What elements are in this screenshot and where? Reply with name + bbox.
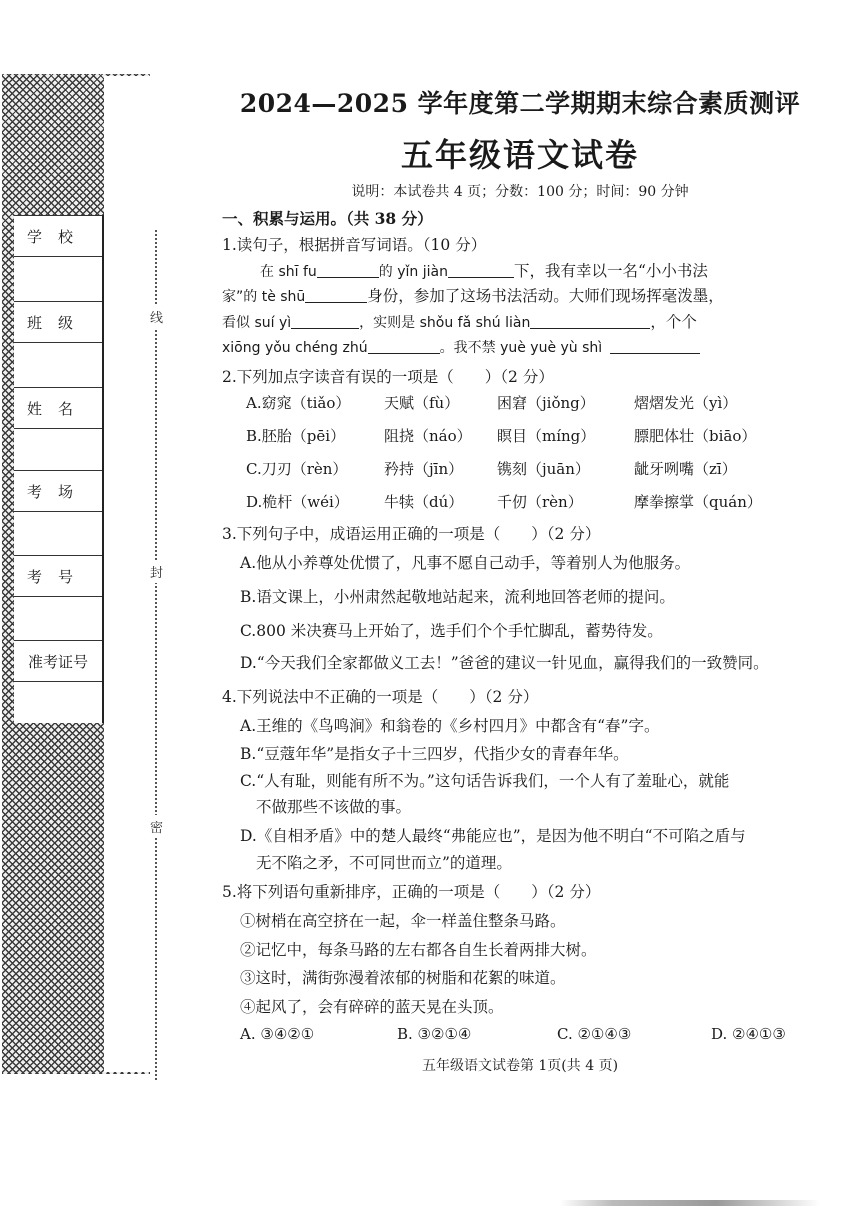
q5-sentence: ④起风了，会有碎碎的蓝天晃在头顶。	[240, 998, 504, 1016]
q1-text: ，个个	[650, 313, 697, 331]
q1-line2	[222, 284, 724, 306]
student-info-box	[14, 215, 104, 723]
q2-option: 摩拳擦掌（quán）	[634, 493, 762, 511]
answer-blank-7[interactable]	[610, 338, 700, 355]
q4-option-d: D.《自相矛盾》中的楚人最终“弗能应也”，是因为他不明白“不可陷之盾与	[240, 827, 746, 845]
q5-sentence: ①树梢在高空挤在一起，伞一样盖住整条马路。	[240, 912, 566, 930]
q2-option: 牛犊（dú）	[384, 493, 464, 511]
field-admission-number: 准考证号	[14, 640, 102, 682]
q3-option-b: B.语文课上，小州肃然起敬地站起来，流利地回答老师的提问。	[240, 588, 675, 606]
answer-blank-5[interactable]	[530, 313, 650, 330]
answer-blank-3[interactable]	[305, 287, 367, 304]
answer-blank-6[interactable]	[368, 338, 440, 355]
q5-sentence: ③这时，满街弥漫着浓郁的树脂和花絮的味道。	[240, 969, 566, 987]
q4-stem: 4.下列说法中不正确的一项是（ ）（2 分）	[222, 688, 539, 706]
q1-text: 下，我有幸以一名“小小书法	[513, 262, 708, 280]
q2-stem: 2.下列加点字读音有误的一项是（ ）（2 分）	[222, 368, 554, 386]
q4-option-a: A.王维的《鸟鸣涧》和翁卷的《乡村四月》中都含有“春”字。	[240, 717, 660, 735]
q1-text: 的 yǐn jiàn	[378, 264, 448, 280]
q2-option: 熠熠发光（yì）	[634, 394, 738, 412]
q1-line4	[222, 337, 700, 357]
q4-option-b: B.“豆蔻年华”是指女子十三四岁，代指少女的青春年华。	[240, 745, 629, 763]
cut-mark-secret: 密	[150, 815, 163, 838]
q2-option: 膘肥体壮（biāo）	[634, 427, 757, 445]
answer-blank-1[interactable]	[317, 262, 379, 279]
q2-option: 矜持（jīn）	[384, 460, 464, 478]
q4-option-c: C.“人有耻，则能有所不为。”这句话告诉我们，一个人有了羞耻心，就能	[240, 772, 730, 790]
q2-option: A.窈窕（tiǎo）	[246, 394, 351, 412]
q2-option: 镌刻（juān）	[497, 460, 590, 478]
q2-option: D.桅杆（wéi）	[246, 493, 349, 511]
q1-text: 在 shī fu	[260, 264, 317, 280]
field-name: 姓名	[14, 387, 102, 429]
q1-text: ，实则是 shǒu fǎ shú liàn	[359, 315, 531, 331]
page-footer: 五年级语文试卷第 1页(共 4 页)	[421, 1058, 619, 1074]
q5-sentence: ②记忆中，每条马路的左右都各自生长着两排大树。	[240, 941, 597, 959]
seal-cut-line	[155, 230, 157, 1080]
q1-text: xiōng yǒu chéng zhú	[222, 340, 368, 356]
cut-mark-seal: 封	[150, 560, 163, 583]
q3-option-c: C.800 米决赛马上开始了，选手们个个手忙脚乱，蓄势待发。	[240, 622, 663, 640]
q5-choice-a: A. ③④②①	[240, 1025, 315, 1043]
q1-text: 身份，参加了这场书法活动。大师们现场挥毫泼墨，	[367, 287, 724, 305]
q2-option: 瞑目（míng）	[497, 427, 596, 445]
q1-stem: 1.读句子，根据拼音写词语。（10 分）	[222, 236, 487, 254]
q2-option: 天赋（fù）	[384, 394, 460, 412]
section-heading: 一、积累与运用。（共 38 分）	[222, 209, 433, 228]
q5-stem: 5.将下列语句重新排序，正确的一项是（ ）（2 分）	[222, 883, 601, 901]
q1-line1	[260, 259, 708, 281]
binding-margin	[104, 76, 150, 1072]
q2-option: B.胚胎（pēi）	[246, 427, 346, 445]
field-exam-number: 考号	[14, 555, 102, 597]
q1-text: 家”的 tè shū	[222, 289, 306, 305]
q2-option: 阻挠（náo）	[384, 427, 472, 445]
q3-option-d: D.“今天我们全家都做义工去！”爸爸的建议一针见血，赢得我们的一致赞同。	[240, 654, 769, 672]
answer-blank-4[interactable]	[291, 313, 359, 330]
q2-option: 千仞（rèn）	[497, 493, 583, 511]
scan-artifact	[560, 1200, 820, 1206]
q2-option: 龇牙咧嘴（zī）	[634, 460, 737, 478]
q5-choice-b: B. ③②①④	[397, 1025, 472, 1043]
q1-text: 。我不禁 yuè yuè yù shì	[439, 340, 603, 356]
q4-option-c-cont: 不做那些不该做的事。	[256, 798, 412, 816]
q3-option-a: A.他从小养尊处优惯了，凡事不愿自己动手，等着别人为他服务。	[240, 554, 691, 572]
q5-choice-c: C. ②①④③	[557, 1025, 632, 1043]
field-class: 班级	[14, 301, 102, 343]
q5-choice-d: D. ②④①③	[711, 1025, 786, 1043]
q3-stem: 3.下列句子中，成语运用正确的一项是（ ）（2 分）	[222, 525, 601, 543]
exam-instructions: 说明：本试卷共 4 页；分数：100 分；时间：90 分钟	[351, 184, 689, 200]
q2-option: 困窘（jiǒng）	[497, 394, 595, 412]
q4-option-d-cont: 无不陷之矛，不可同世而立”的道理。	[256, 854, 512, 872]
field-exam-room: 考场	[14, 470, 102, 512]
exam-title: 2024—2025 学年度第二学期期末综合素质测评	[239, 89, 801, 118]
q1-line3	[222, 310, 697, 332]
cut-mark-line: 线	[150, 305, 163, 328]
field-school: 学校	[14, 215, 102, 257]
q2-option: C.刀刃（rèn）	[246, 460, 348, 478]
q1-text: 看似 suí yì	[222, 315, 292, 331]
exam-subtitle: 五年级语文试卷	[400, 136, 639, 174]
answer-blank-2[interactable]	[448, 262, 514, 279]
